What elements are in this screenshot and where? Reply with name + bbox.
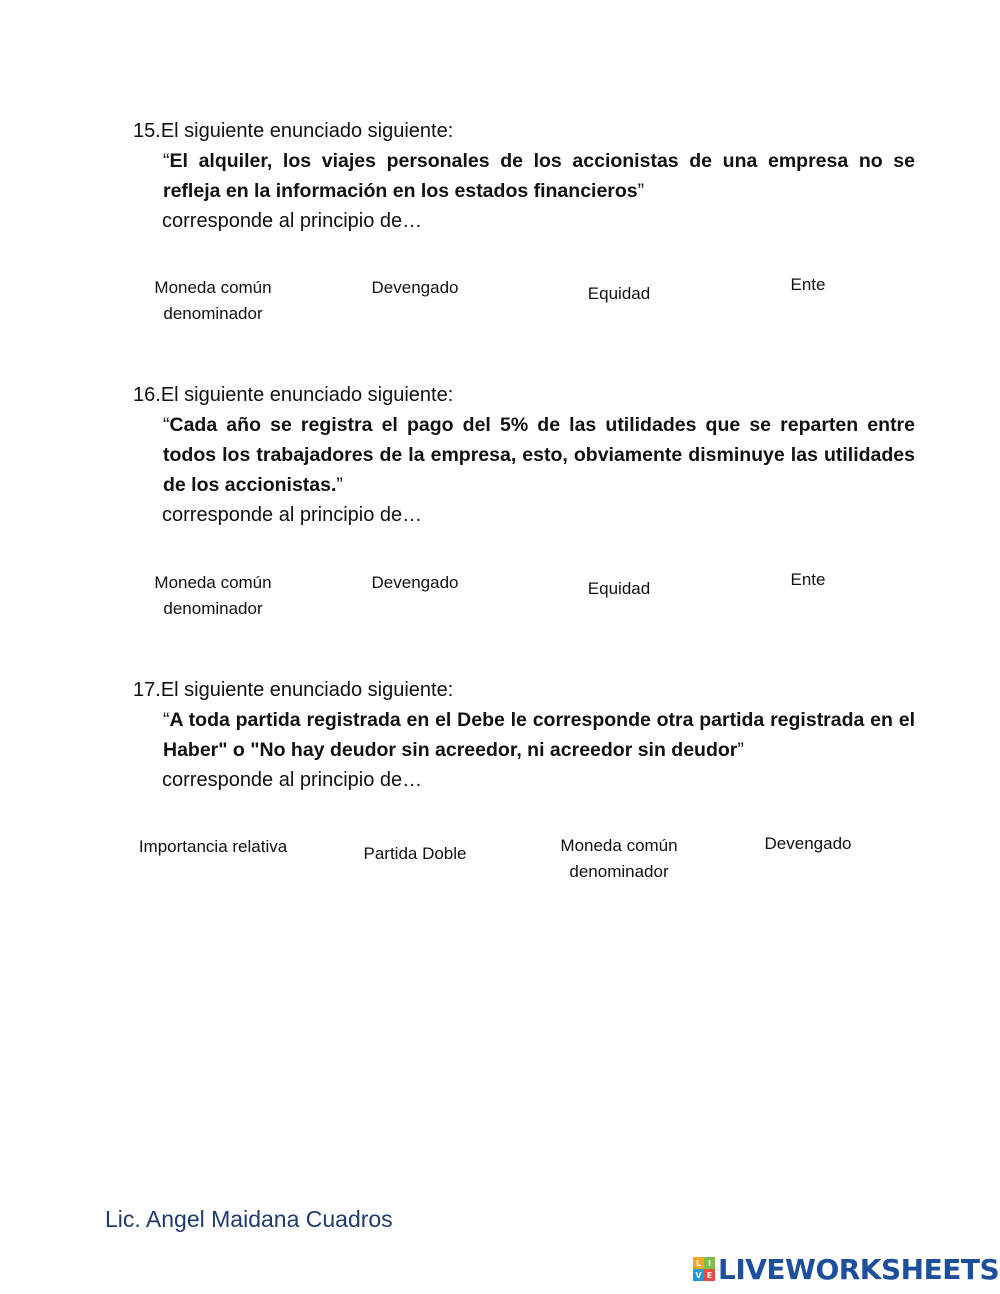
- question-16-statement: Cada año se registra el pago del 5% de las utilidades que se reparten entre todos los trabajadores de la empresa, esto, obviamente disminuye las utilidades de los accionistas.: [163, 414, 915, 496]
- q16-option-4[interactable]: Ente: [790, 570, 826, 589]
- question-16-quote: [163, 410, 915, 500]
- brand-name: LIVEWORKSHEETS: [718, 1252, 1000, 1286]
- question-17-statement: A toda partida registrada en el Debe le corresponde otra partida registrada en el Haber" o "No hay deudor sin acreedor, ni acreedor sin deudor: [163, 709, 915, 761]
- q17-option-4[interactable]: Devengado: [764, 834, 852, 853]
- quote-close-mark: ”: [737, 739, 744, 761]
- question-15: [133, 116, 923, 236]
- liveworksheets-logo-icon: [693, 1257, 715, 1281]
- question-15-tail: corresponde al principio de…: [162, 210, 423, 232]
- q15-option-2[interactable]: Devengado: [371, 278, 459, 297]
- logo-tile-i: I: [704, 1257, 715, 1269]
- q16-option-1[interactable]: Moneda común denominador: [154, 573, 272, 618]
- quote-open-mark: “: [163, 414, 170, 436]
- question-16-header: [133, 380, 923, 410]
- liveworksheets-brand[interactable]: [693, 1253, 999, 1285]
- logo-tile-l: L: [693, 1257, 704, 1269]
- quote-close-mark: ”: [336, 474, 343, 496]
- q16-option-3[interactable]: Equidad: [587, 579, 651, 598]
- question-15-quote: [163, 146, 915, 206]
- question-15-prompt: El siguiente enunciado siguiente:: [160, 120, 454, 142]
- question-15-header: [133, 116, 923, 146]
- q17-option-1[interactable]: Importancia relativa: [138, 837, 288, 856]
- logo-tile-e: E: [704, 1269, 715, 1281]
- question-17-prompt: El siguiente enunciado siguiente:: [160, 679, 454, 701]
- question-16-tail: corresponde al principio de…: [162, 504, 423, 526]
- quote-open-mark: “: [163, 709, 170, 731]
- question-15-number: 15.: [133, 120, 161, 142]
- q15-option-1[interactable]: Moneda común denominador: [154, 278, 272, 323]
- question-16: [133, 380, 923, 530]
- question-17-tail: corresponde al principio de…: [162, 769, 423, 791]
- quote-open-mark: “: [163, 150, 170, 172]
- question-16-prompt: El siguiente enunciado siguiente:: [160, 384, 454, 406]
- author-name: Lic. Angel Maidana Cuadros: [105, 1206, 393, 1232]
- question-17-quote: [163, 705, 915, 765]
- q17-option-3[interactable]: Moneda común denominador: [560, 836, 678, 881]
- logo-tile-v: V: [693, 1269, 704, 1281]
- question-16-number: 16.: [133, 384, 161, 406]
- question-15-statement: El alquiler, los viajes personales de los accionistas de una empresa no se refleja en la información en los estados financieros: [163, 150, 915, 202]
- q15-option-3[interactable]: Equidad: [587, 284, 651, 303]
- question-17: [133, 675, 923, 795]
- question-17-header: [133, 675, 923, 705]
- question-17-number: 17.: [133, 679, 161, 701]
- q15-option-4[interactable]: Ente: [790, 275, 826, 294]
- q16-option-2[interactable]: Devengado: [371, 573, 459, 592]
- q17-option-2[interactable]: Partida Doble: [363, 844, 467, 863]
- quote-close-mark: ”: [637, 180, 645, 202]
